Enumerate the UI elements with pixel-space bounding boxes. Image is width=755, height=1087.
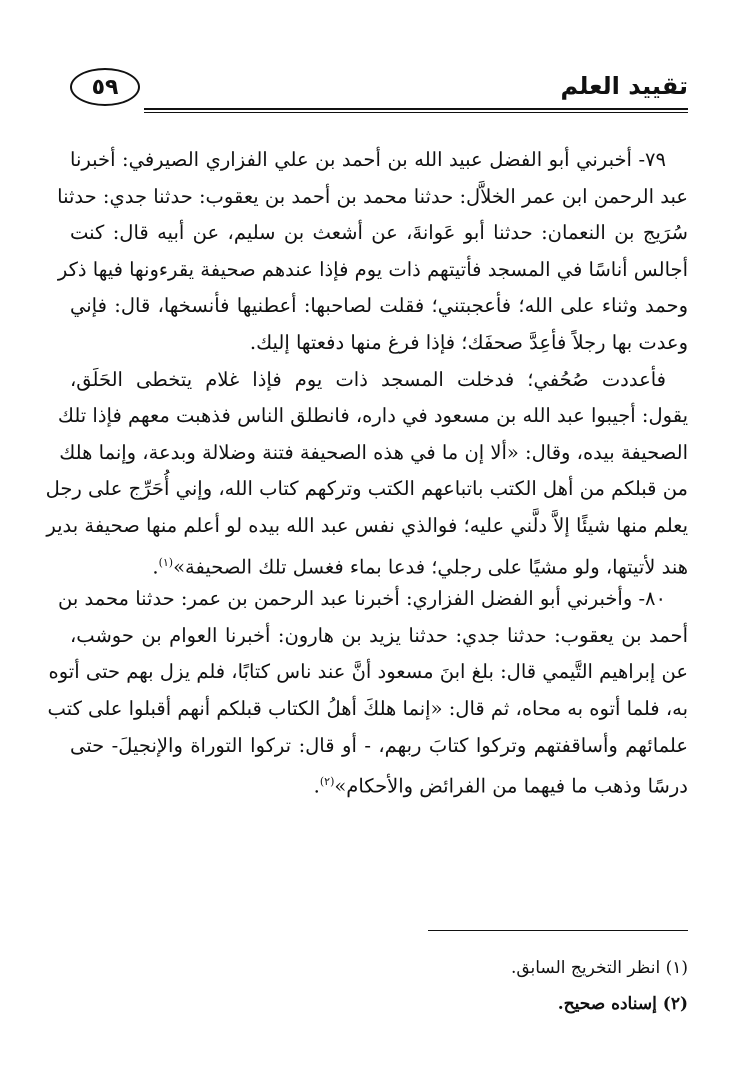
page-number: ٥٩ <box>70 68 140 106</box>
text-line-with-footnote: درسًا وذهب ما فيهما من الفرائض والأحكام»$^{(٢)}$. <box>313 774 688 798</box>
text-line: أحمد بن يعقوب: حدثنا جدي: حدثنا يزيد بن هارون: أخبرنا العوام بن حوشب، <box>70 623 688 647</box>
book-title: تقييد العلم <box>560 72 688 100</box>
text-line: ٨٠- وأخبرني أبو الفضل الفزاري: أخبرنا عبد الرحمن بن عمر: حدثنا محمد بن <box>57 587 666 611</box>
text-line: أجالس أناسًا في المسجد فأتيتهم ذات يوم فإذا عندهم صحيفة يقرءونها فيها ذكر <box>57 257 688 281</box>
text-line: الصحيفة بيده، وقال: «ألا إن ما في هذه الصحيفة فتنة وضلالة وبدعة، وإنما هلك <box>59 440 688 464</box>
text-line: به، فلما أتوه به محاه، ثم قال: «إنما هلكَ أهلُ الكتاب قبلكم أنهم أقبلوا على كتب <box>47 696 688 720</box>
header-rule-lower <box>144 112 688 113</box>
text-line: يقول: أجيبوا عبد الله بن مسعود في داره، فانطلق الناس فذهبت معهم فإذا تلك <box>57 404 688 428</box>
footnote-mark: (١) <box>158 555 174 569</box>
footnote-1: (١) انظر التخريج السابق. <box>510 958 688 978</box>
header-rule <box>144 108 688 110</box>
text-line: يعلم منها شيئًا إلاَّ دلَّني عليه؛ فوالذي نفس عبد الله بيده لو أعلم منها صحيفة بدير <box>46 513 688 537</box>
text-line-content: هند لأتيتها، ولو مشيًا على رجلي؛ فدعا بماء فغسل تلك الصحيفة» <box>173 555 688 579</box>
text-line: عن إبراهيم التَّيمي قال: بلغ ابنَ مسعود أنَّ عند ناس كتابًا، فلم يزل بهم حتى أتوه <box>48 660 688 684</box>
text-line: علمائهم وأساقفتهم وتركوا كتابَ ربهم، - أو قال: تركوا التوراة والإنجيلَ- حتى <box>70 733 688 757</box>
footnote-mark: (٢) <box>319 775 335 789</box>
text-line: فأعددت صُحُفي؛ فدخلت المسجد ذات يوم فإذا غلام يتخطى الحَلَق، <box>70 367 666 391</box>
text-line: من قبلكم من أهل الكتب باتباعهم الكتب وتركهم كتاب الله، وإني أُحَرِّج على رجل <box>45 477 688 501</box>
footnote-2: (٢) إسناده صحيح. <box>557 994 688 1014</box>
footnote-separator <box>428 930 688 931</box>
footnotes <box>300 950 688 1022</box>
text-line: وعدت بها رجلاً فأعِدَّ صحفَك؛ فإذا فرغ منها دفعتها إليك. <box>249 330 688 354</box>
page-header <box>70 68 688 118</box>
text-line-with-footnote: هند لأتيتها، ولو مشيًا على رجلي؛ فدعا بماء فغسل تلك الصحيفة»$^{(١)}$. <box>152 555 688 579</box>
text-line: وحمد وثناء على الله؛ فأعجبتني؛ فقلت لصاحبها: أعطنيها فأنسخها، قال: فإني <box>70 294 688 318</box>
text-line: ٧٩- أخبرني أبو الفضل عبيد الله بن أحمد بن علي الفزاري الصيرفي: أخبرنا <box>70 148 666 171</box>
body-text <box>45 142 688 801</box>
text-line-content: درسًا وذهب ما فيهما من الفرائض والأحكام» <box>334 774 688 798</box>
text-line: سُرَيج بن النعمان: حدثنا أبو عَوانةَ، عن أشعث بن سليم، عن أبيه قال: كنت <box>70 221 688 245</box>
text-line: عبد الرحمن ابن عمر الخلاَّل: حدثنا محمد بن أحمد بن يعقوب: حدثنا جدي: حدثنا <box>57 184 688 208</box>
